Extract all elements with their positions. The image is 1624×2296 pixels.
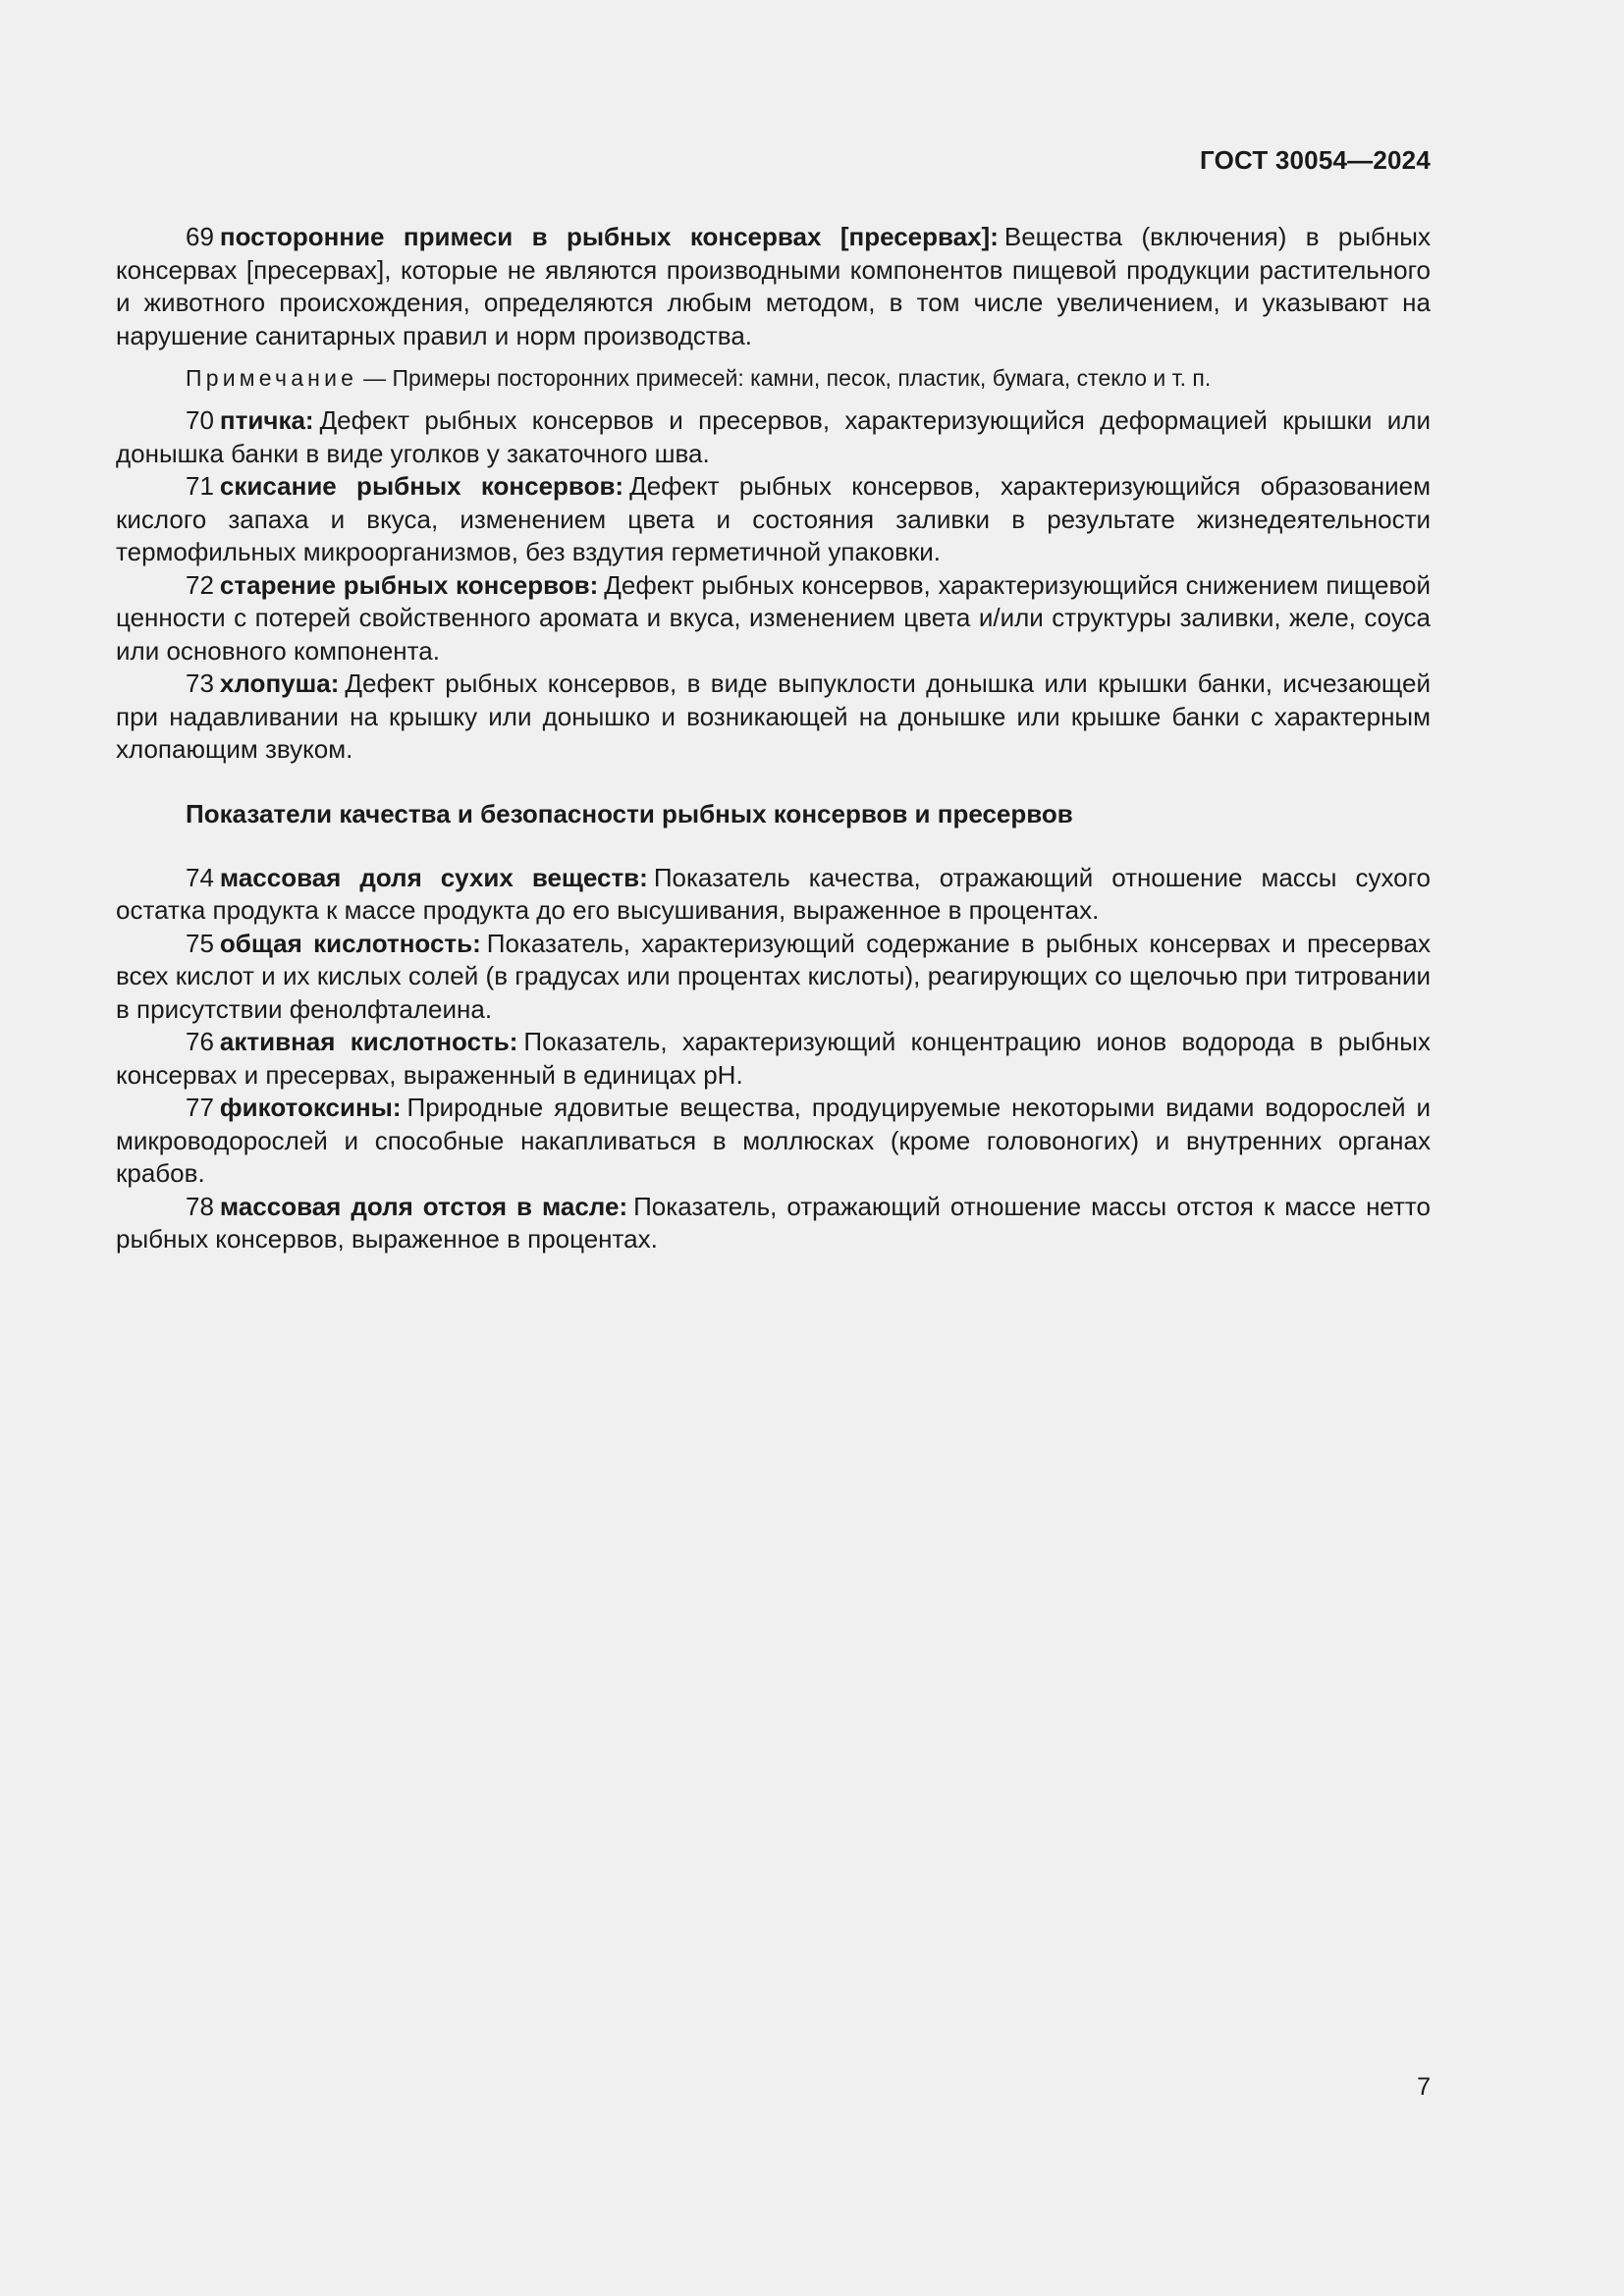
term-definition: Показатель, характеризующий содержание в рыбных консервах и пресервах всех кислот и их кислых солей (в градусах или процентах кислоты), реагирующих со щелочью при титровании в присутствии фенолфталеина. [116, 928, 1431, 1024]
term-definition: Вещества (включения) в рыбных консервах [пресервах], которые не являются производными компонентов пищевой продукции растительного и животного происхождения, определяются любым методом, в том числе увеличением, и указывают на нарушение санитарных правил и норм производства. [116, 222, 1431, 350]
section-title: Показатели качества и безопасности рыбных консервов и пресервов [186, 798, 1073, 828]
term-number: 74 [186, 862, 214, 892]
note-text: — Примеры посторонних примесей: камни, песок, пластик, бумага, стекло и т. п. [363, 365, 1212, 391]
term-entry-77 [116, 1092, 1431, 1191]
term-entry-78 [116, 1191, 1431, 1256]
term-entry-73 [116, 667, 1431, 767]
term-number: 77 [186, 1093, 214, 1122]
term-number: 70 [186, 405, 214, 435]
term-definition: Показатель качества, отражающий отношение массы сухого остатка продукта к массе продукта до его высушивания, выраженное в процентах. [116, 862, 1431, 925]
term-title: посторонние примеси в рыбных консервах [пресервах]: [219, 222, 999, 251]
term-definition: Показатель, отражающий отношение массы отстоя к массе нетто рыбных консервов, выраженное в процентах. [116, 1191, 1432, 1254]
term-title: хлопуша: [219, 668, 340, 698]
term-definition: Показатель, характеризующий концентрацию ионов водорода в рыбных консервах и пресервах, выраженный в единицах pH. [116, 1027, 1431, 1090]
page-number: 7 [1417, 2073, 1431, 2101]
term-title: массовая доля сухих веществ: [219, 862, 648, 892]
term-entry-69 [116, 221, 1431, 352]
note-label: Примечание [186, 365, 358, 391]
term-title: старение рыбных консервов: [219, 569, 599, 600]
term-entry-70 [116, 404, 1431, 470]
document-header: ГОСТ 30054—2024 [1200, 145, 1431, 175]
term-entry-72 [116, 569, 1431, 668]
term-title: массовая доля отстоя в масле: [219, 1191, 628, 1221]
term-definition: Природные ядовитые вещества, продуцируемые некоторыми видами водорослей и микроводорослей и способные накапливаться в моллюсках (кроме головоногих) и внутренних органах крабов. [116, 1093, 1431, 1188]
term-title: птичка: [219, 405, 314, 435]
term-number: 76 [186, 1027, 214, 1056]
term-entry-74 [116, 862, 1431, 928]
term-number: 78 [186, 1191, 214, 1221]
term-number: 75 [186, 928, 214, 958]
term-number: 73 [186, 668, 214, 698]
term-entry-71 [116, 470, 1431, 569]
term-number: 72 [186, 569, 214, 600]
term-title: фикотоксины: [219, 1093, 402, 1122]
document-body [116, 221, 1431, 1256]
term-definition: Дефект рыбных консервов, характеризующийся образованием кислого запаха и вкуса, изменением цвета и состояния заливки в результате жизнедеятельности термофильных микроорганизмов, без вздутия герметичной упаковки. [116, 471, 1431, 566]
term-title: общая кислотность: [219, 928, 481, 958]
term-entry-76 [116, 1026, 1431, 1092]
term-definition: Дефект рыбных консервов, в виде выпуклости донышка или крышки банки, исчезающей при надавливании на крышку или донышко и возникающей на донышке или крышке банки с характерным хлопающим звуком. [116, 668, 1431, 764]
term-entry-75 [116, 928, 1431, 1027]
term-definition: Дефект рыбных консервов, характеризующийся снижением пищевой ценности с потерей свойственного аромата и вкуса, изменением цвета и/или структуры заливки, желе, соуса или основного компонента. [116, 569, 1431, 666]
term-title: скисание рыбных консервов: [219, 471, 624, 501]
term-number: 69 [186, 222, 214, 251]
term-title: активная кислотность: [219, 1027, 518, 1056]
term-number: 71 [186, 471, 214, 501]
term-definition: Дефект рыбных консервов и пресервов, характеризующийся деформацией крышки или донышка банки в виде уголков у закаточного шва. [116, 405, 1431, 468]
note [116, 362, 1431, 395]
